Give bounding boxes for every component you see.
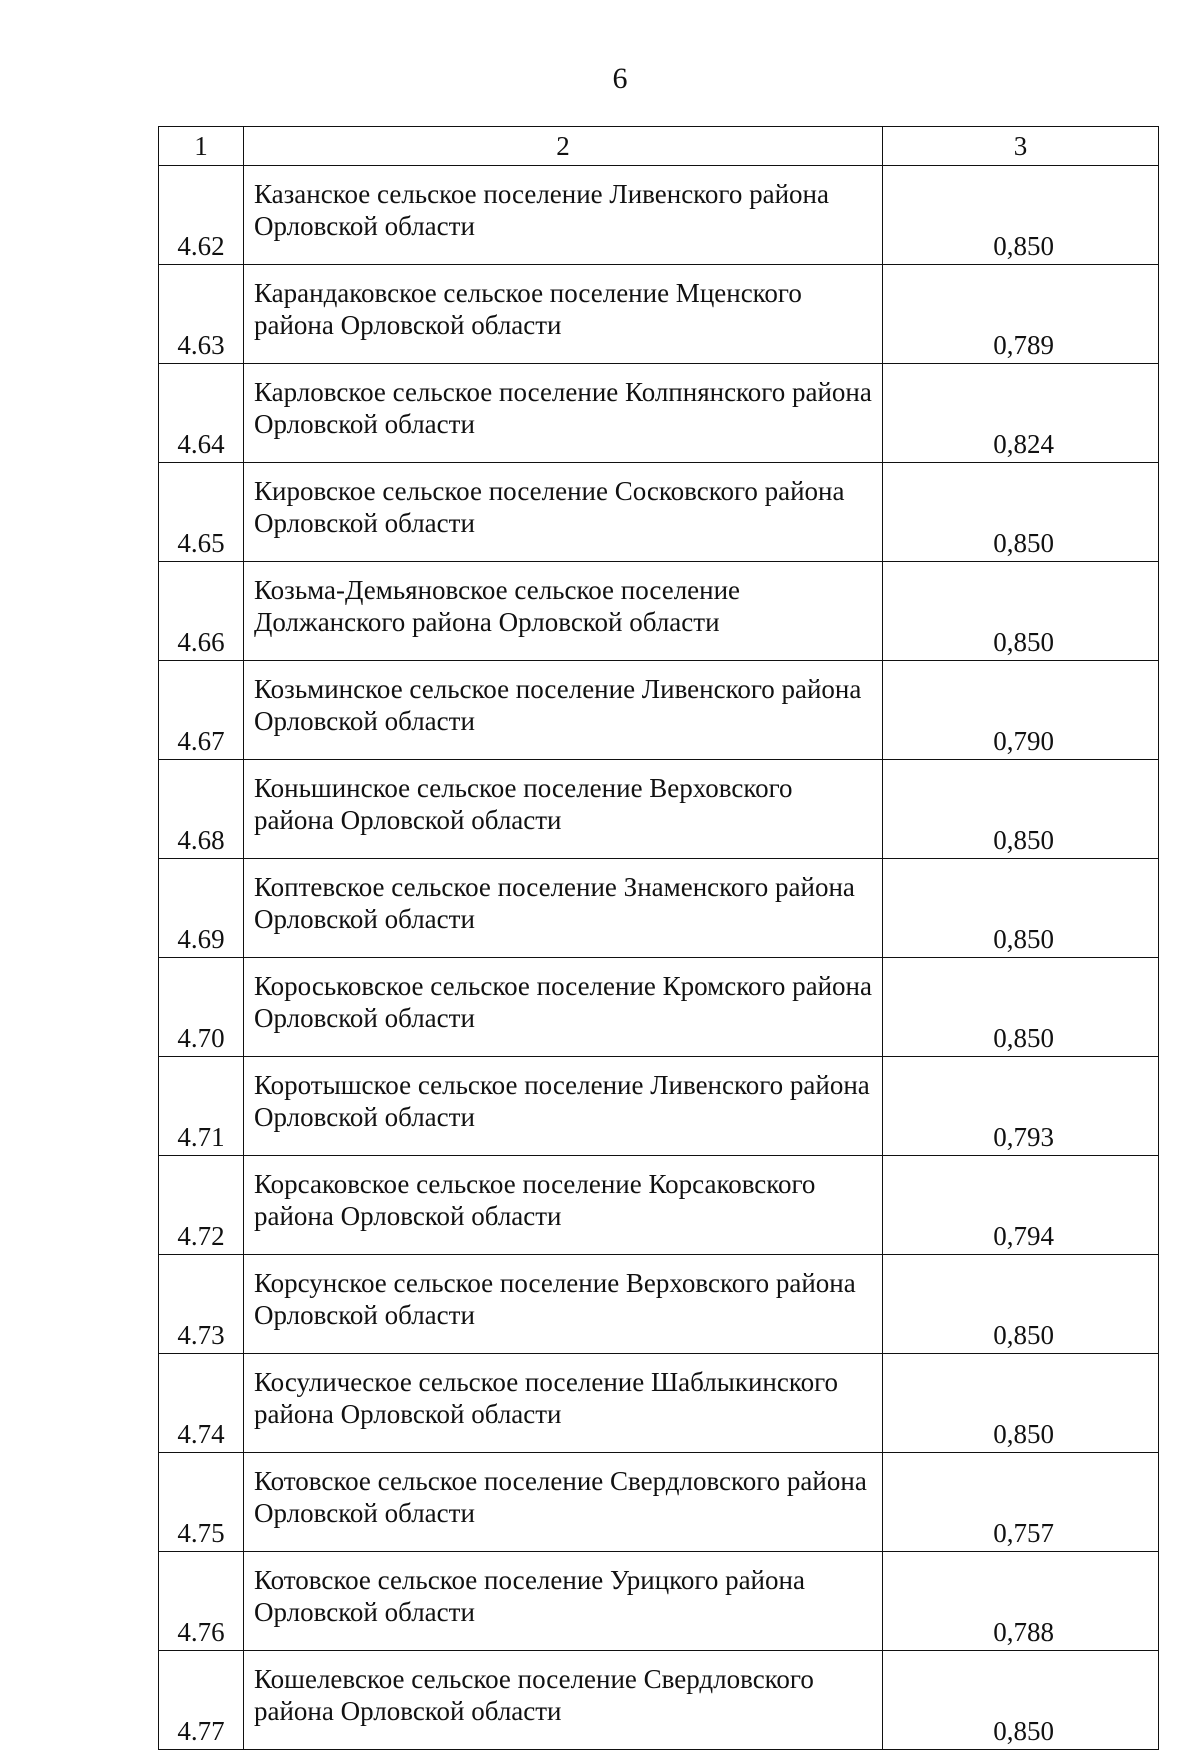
settlement-name-cell: Карловское сельское поселение Колпнянского района Орловской области — [244, 364, 883, 463]
coefficient-value-cell: 0,850 — [883, 1255, 1159, 1354]
row-number-cell: 4.73 — [159, 1255, 244, 1354]
coefficient-value-cell: 0,850 — [883, 1354, 1159, 1453]
row-number-cell: 4.71 — [159, 1057, 244, 1156]
row-number-cell: 4.62 — [159, 166, 244, 265]
settlement-name-cell: Котовское сельское поселение Свердловского района Орловской области — [244, 1453, 883, 1552]
coefficient-value-cell: 0,850 — [883, 166, 1159, 265]
table-row — [159, 760, 1159, 859]
settlement-name-cell: Корсаковское сельское поселение Корсаковского района Орловской области — [244, 1156, 883, 1255]
settlement-name-cell: Карандаковское сельское поселение Мценского района Орловской области — [244, 265, 883, 364]
page-number: 6 — [612, 62, 628, 95]
row-number-cell: 4.77 — [159, 1651, 244, 1750]
row-number-cell: 4.69 — [159, 859, 244, 958]
table-row — [159, 265, 1159, 364]
coefficient-value-cell: 0,850 — [883, 859, 1159, 958]
table-row — [159, 1552, 1159, 1651]
settlement-name-cell: Козьминское сельское поселение Ливенского района Орловской области — [244, 661, 883, 760]
table-row — [159, 958, 1159, 1057]
table-row — [159, 1156, 1159, 1255]
settlement-name-cell: Козьма-Демьяновское сельское поселение Должанского района Орловской области — [244, 562, 883, 661]
coefficient-value-cell: 0,794 — [883, 1156, 1159, 1255]
table-row — [159, 1057, 1159, 1156]
row-number-cell: 4.67 — [159, 661, 244, 760]
settlement-name-cell: Казанское сельское поселение Ливенского района Орловской области — [244, 166, 883, 265]
coefficient-value-cell: 0,788 — [883, 1552, 1159, 1651]
coefficient-value-cell: 0,850 — [883, 1651, 1159, 1750]
coefficient-value-cell: 0,850 — [883, 562, 1159, 661]
column-header-number: 1 — [159, 127, 244, 166]
table-row — [159, 1651, 1159, 1750]
coefficient-value-cell: 0,824 — [883, 364, 1159, 463]
settlement-name-cell: Коптевское сельское поселение Знаменского района Орловской области — [244, 859, 883, 958]
settlement-name-cell: Коньшинское сельское поселение Верховского района Орловской области — [244, 760, 883, 859]
table-row — [159, 859, 1159, 958]
row-number-cell: 4.74 — [159, 1354, 244, 1453]
table-row — [159, 166, 1159, 265]
row-number-cell: 4.64 — [159, 364, 244, 463]
coefficient-value-cell: 0,850 — [883, 958, 1159, 1057]
table-row — [159, 364, 1159, 463]
coefficient-value-cell: 0,789 — [883, 265, 1159, 364]
row-number-cell: 4.65 — [159, 463, 244, 562]
table-row — [159, 463, 1159, 562]
coefficient-value-cell: 0,793 — [883, 1057, 1159, 1156]
row-number-cell: 4.68 — [159, 760, 244, 859]
settlement-name-cell: Короськовское сельское поселение Кромского района Орловской области — [244, 958, 883, 1057]
column-header-value: 3 — [883, 127, 1159, 166]
table-row — [159, 562, 1159, 661]
settlement-name-cell: Кировское сельское поселение Сосковского района Орловской области — [244, 463, 883, 562]
coefficient-value-cell: 0,790 — [883, 661, 1159, 760]
row-number-cell: 4.63 — [159, 265, 244, 364]
coefficients-table — [158, 126, 1159, 1750]
coefficient-value-cell: 0,757 — [883, 1453, 1159, 1552]
row-number-cell: 4.72 — [159, 1156, 244, 1255]
coefficient-value-cell: 0,850 — [883, 760, 1159, 859]
table-row — [159, 1354, 1159, 1453]
table-header-row — [159, 127, 1159, 166]
settlement-name-cell: Коротышское сельское поселение Ливенского района Орловской области — [244, 1057, 883, 1156]
column-header-name: 2 — [244, 127, 883, 166]
table-row — [159, 1255, 1159, 1354]
row-number-cell: 4.75 — [159, 1453, 244, 1552]
coefficient-value-cell: 0,850 — [883, 463, 1159, 562]
settlement-name-cell: Котовское сельское поселение Урицкого района Орловской области — [244, 1552, 883, 1651]
settlement-name-cell: Кошелевское сельское поселение Свердловского района Орловской области — [244, 1651, 883, 1750]
settlement-name-cell: Корсунское сельское поселение Верховского района Орловской области — [244, 1255, 883, 1354]
row-number-cell: 4.70 — [159, 958, 244, 1057]
row-number-cell: 4.76 — [159, 1552, 244, 1651]
settlement-name-cell: Косуличеcкое сельское поселение Шаблыкинского района Орловской области — [244, 1354, 883, 1453]
table-row — [159, 661, 1159, 760]
row-number-cell: 4.66 — [159, 562, 244, 661]
table-row — [159, 1453, 1159, 1552]
